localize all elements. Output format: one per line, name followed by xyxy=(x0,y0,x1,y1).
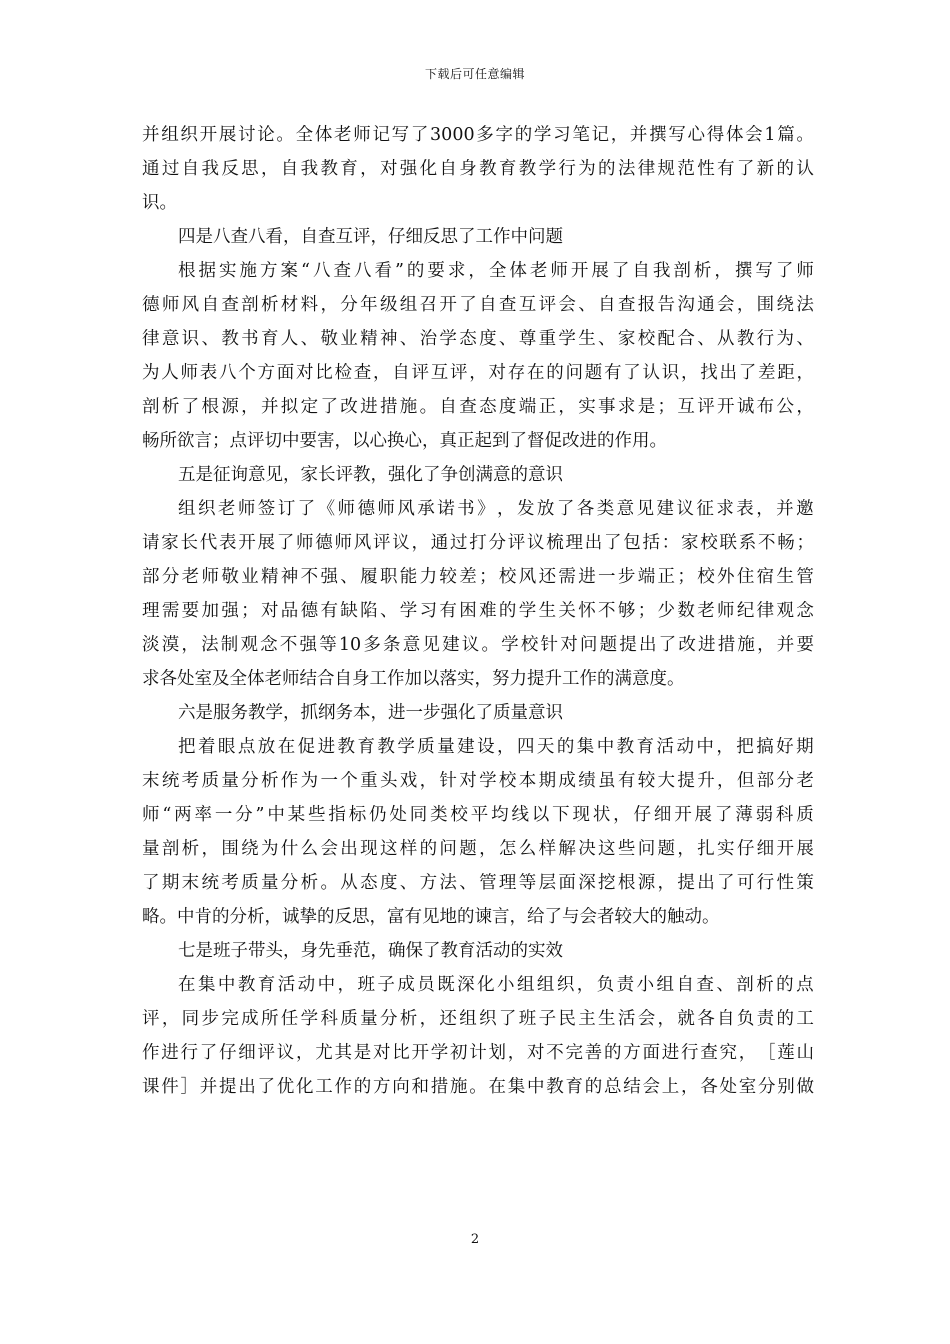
text-line: 并 组 织 开 展 讨 论 。 全 体 老 师 记 写 了 3000 多 字 的 学 习 笔 记 ， 并 撰 写 心 得 体 会 1 篇 。 xyxy=(142,125,814,145)
text-line: 评 ， 同 步 完 成 所 任 学 科 质 量 分 析 ， 还 组 织 了 班 子 民 主 生 活 会 ， 就 各 自 负 责 的 工 xyxy=(142,1009,814,1029)
text-line: 理 需 要 加 强 ； 对 品 德 有 缺 陷 、 学 习 有 困 难 的 学 生 关 怀 不 够 ； 少 数 老 师 纪 律 观 念 xyxy=(142,601,814,621)
text-line: 组 织 老 师 签 订 了 《 师 德 师 风 承 诺 书 》 ， 发 放 了 各 类 意 见 建 议 征 求 表 ， 并 邀 xyxy=(178,499,814,519)
text-line: 六是服务教学，抓纲务本，进一步强化了质量意识 xyxy=(178,703,563,723)
text-line: 作 进 行 了 仔 细 评 议 ， 尤 其 是 对 比 开 学 初 计 划 ， 对 不 完 善 的 方 面 进 行 查 究 ， ［ 莲 山 xyxy=(142,1043,814,1063)
text-line: 在 集 中 教 育 活 动 中 ， 班 子 成 员 既 深 化 小 组 组 织 ， 负 责 小 组 自 查 、 剖 析 的 点 xyxy=(178,975,814,995)
document-body xyxy=(142,118,814,1104)
text-line: 七是班子带头，身先垂范，确保了教育活动的实效 xyxy=(178,941,563,961)
text-line: 课 件 ］ 并 提 出 了 优 化 工 作 的 方 向 和 措 施 。 在 集 中 教 育 的 总 结 会 上 ， 各 处 室 分 别 做 xyxy=(142,1077,814,1097)
text-line: 末 统 考 质 量 分 析 作 为 一 个 重 头 戏 ， 针 对 学 校 本 期 成 绩 虽 有 较 大 提 升 ， 但 部 分 老 xyxy=(142,771,814,791)
text-line: 了 期 末 统 考 质 量 分 析 。 从 态 度 、 方 法 、 管 理 等 层 面 深 挖 根 源 ， 提 出 了 可 行 性 策 xyxy=(142,873,814,893)
text-line: 畅所欲言；点评切中要害，以心换心，真正起到了督促改进的作用。 xyxy=(142,431,667,451)
text-line: 律 意 识 、 教 书 育 人 、 敬 业 精 神 、 治 学 态 度 、 尊 重 学 生 、 家 校 配 合 、 从 教 行 为 、 xyxy=(142,329,814,349)
text-line: 量 剖 析 ， 围 绕 为 什 么 会 出 现 这 样 的 问 题 ， 怎 么 样 解 决 这 些 问 题 ， 扎 实 仔 细 开 展 xyxy=(142,839,814,859)
text-line: 五是征询意见，家长评教，强化了争创满意的意识 xyxy=(178,465,563,485)
text-line: 四是八查八看，自查互评，仔细反思了工作中问题 xyxy=(178,227,563,247)
text-line: 把 着 眼 点 放 在 促 进 教 育 教 学 质 量 建 设 ， 四 天 的 集 中 教 育 活 动 中 ， 把 搞 好 期 xyxy=(178,737,814,757)
page-header: 下载后可任意编辑 xyxy=(424,67,525,81)
text-line: 根 据 实 施 方 案 “ 八 查 八 看 ” 的 要 求 ， 全 体 老 师 开 展 了 自 我 剖 析 ， 撰 写 了 师 xyxy=(178,261,814,281)
text-line: 部 分 老 师 敬 业 精 神 不 强 、 履 职 能 力 较 差 ； 校 风 还 需 进 一 步 端 正 ； 校 外 住 宿 生 管 xyxy=(142,567,814,587)
text-line: 略。中肯的分析，诚挚的反思，富有见地的谏言，给了与会者较大的触动。 xyxy=(142,907,720,927)
text-line: 通 过 自 我 反 思 ， 自 我 教 育 ， 对 强 化 自 身 教 育 教 学 行 为 的 法 律 规 范 性 有 了 新 的 认 xyxy=(142,159,814,179)
text-line: 识。 xyxy=(142,193,177,213)
text-line: 师 “ 两 率 一 分 ” 中 某 些 指 标 仍 处 同 类 校 平 均 线 以 下 现 状 ， 仔 细 开 展 了 薄 弱 科 质 xyxy=(142,805,814,825)
text-line: 淡 漠 ， 法 制 观 念 不 强 等 10 多 条 意 见 建 议 。 学 校 针 对 问 题 提 出 了 改 进 措 施 ， 并 要 xyxy=(142,635,814,655)
text-line: 剖 析 了 根 源 ， 并 拟 定 了 改 进 措 施 。 自 查 态 度 端 正 ， 实 事 求 是 ； 互 评 开 诚 布 公 ， xyxy=(142,397,814,417)
page-number: 2 xyxy=(470,1232,480,1247)
text-line: 求各处室及全体老师结合自身工作加以落实，努力提升工作的满意度。 xyxy=(142,669,685,689)
text-line: 请 家 长 代 表 开 展 了 师 德 师 风 评 议 ， 通 过 打 分 评 议 梳 理 出 了 包 括 ： 家 校 联 系 不 畅 ； xyxy=(142,533,814,553)
text-line: 为 人 师 表 八 个 方 面 对 比 检 查 ， 自 评 互 评 ， 对 存 在 的 问 题 有 了 认 识 ， 找 出 了 差 距 ， xyxy=(142,363,814,383)
text-line: 德 师 风 自 查 剖 析 材 料 ， 分 年 级 组 召 开 了 自 查 互 评 会 、 自 查 报 告 沟 通 会 ， 围 绕 法 xyxy=(142,295,814,315)
